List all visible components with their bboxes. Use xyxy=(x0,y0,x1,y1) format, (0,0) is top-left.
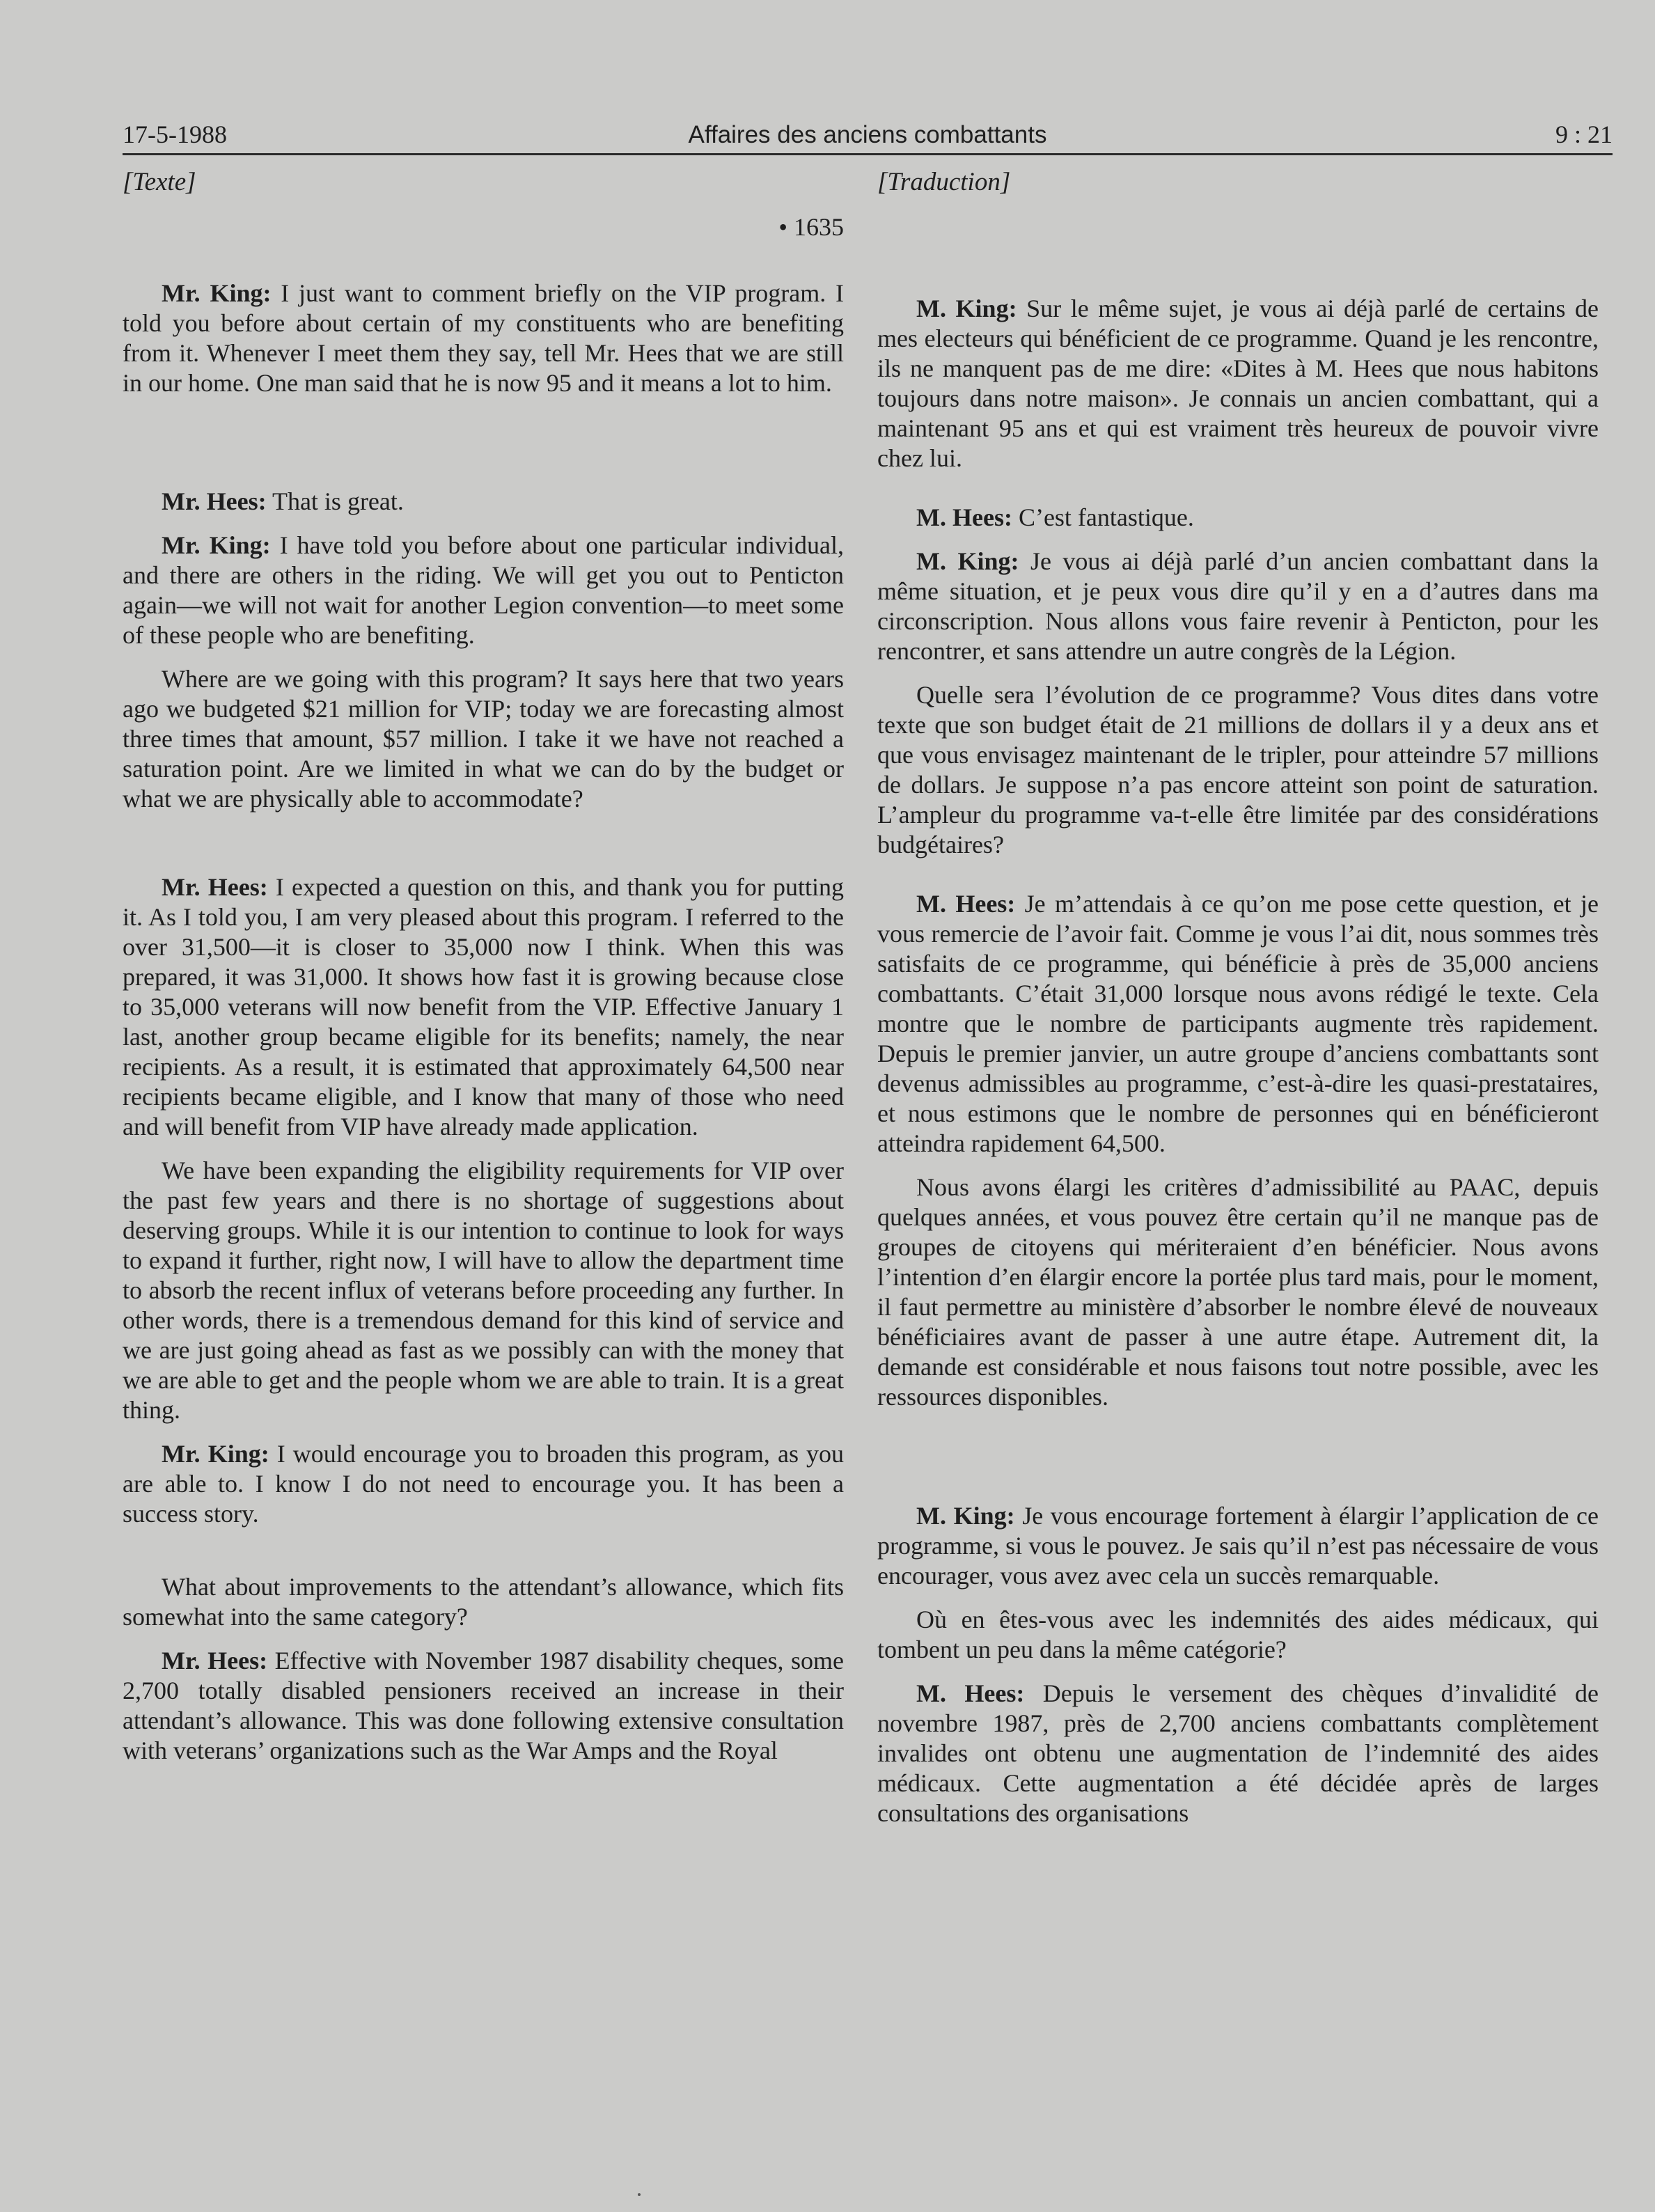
paragraph: Mr. Hees: I expected a question on this, and thank you for putting it. As I told you, I am very pleased about this program. I referred to the over 31,500—it is closer to 35,000 now I think. When this was prepared, it was 31,000. It shows how fast it is growing because close to 35,000 veterans will now benefit from the VIP. Effective January 1 last, another group became eligible for its benefits; namely, the near recipients. As a result, it is estimated that approximately 64,500 near recipients became eligible, and I know that many of those who need and will benefit from VIP have already made application. xyxy=(123,873,844,1140)
paragraph: Quelle sera l’évolution de ce programme? Vous dites dans votre texte que son budget était de 21 millions de dollars il y a deux ans et que vous envisagez maintenant de le tripler, pour atteindre 57 millions de dollars. Je suppose n’a pas encore atteint son point de saturation. L’ampleur du programme va-t-elle être limitée par des considérations budgétaires? xyxy=(877,681,1599,858)
speaker: Mr. King: xyxy=(162,1440,269,1468)
speaker: M. King: xyxy=(916,295,1017,322)
paragraph: M. King: Sur le même sujet, je vous ai déjà parlé de certains de mes electeurs qui bénéficient de ce programme. Quand je les rencontre, ils ne manquent pas de me dire: «Dites à M. Hees que nous habitons toujours dans notre maison». Je connais un ancien combattant, qui a maintenant 95 ans et qui est vraiment très heureux de pouvoir vivre chez lui. xyxy=(877,295,1599,472)
paragraph: Où en êtes-vous avec les indemnités des aides médicaux, qui tombent un peu dans la même catégorie? xyxy=(877,1606,1599,1663)
paragraph: Mr. Hees: Effective with November 1987 disability cheques, some 2,700 totally disabled pensioners received an increase in their attendant’s allowance. This was done following extensive consultation with veterans’ organizations such as the War Amps and the Royal xyxy=(123,1647,844,1764)
paragraph: M. King: Je vous encourage fortement à élargir l’application de ce programme, si vous le pouvez. Je sais qu’il n’est pas nécessaire de vous encourager, vous avez avec cela un succès remarquable. xyxy=(877,1502,1599,1590)
speaker: M. Hees: xyxy=(916,1679,1025,1707)
speaker: Mr. Hees: xyxy=(162,487,267,515)
paragraph: Mr. King: I have told you before about one particular individual, and there are others in the riding. We will get you out to Penticton again—we will not wait for another Legion convention—to meet some of these people who are benefiting. xyxy=(123,531,844,649)
paragraph: Mr. Hees: That is great. xyxy=(162,487,404,515)
timestamp: • 1635 xyxy=(778,213,844,241)
paragraph: Where are we going with this program? It says here that two years ago we budgeted $21 million for VIP; today we are forecasting almost three times that amount, $57 million. I take it we have not reached a saturation point. Are we limited in what we can do by the budget or what we are physically able to accommodate? xyxy=(123,665,844,813)
paragraph: What about improvements to the attendant’s allowance, which fits somewhat into the same category? xyxy=(123,1573,844,1631)
english-column xyxy=(123,167,844,1766)
paragraph: M. King: Je vous ai déjà parlé d’un ancien combattant dans la même situation, et je peux vous dire qu’il y en a d’autres dans ma circonscription. Nous allons vous faire revenir à Penticton, pour les rencontrer, et sans attendre un autre congrès de la Légion. xyxy=(877,547,1599,665)
header-date: 17-5-1988 xyxy=(123,120,227,148)
paragraph: We have been expanding the eligibility requirements for VIP over the past few years and there is no shortage of suggestions about deserving groups. While it is our intention to continue to look for ways to expand it further, right now, I will have to allow the department time to absorb the recent influx of veterans before proceeding any further. In other words, there is a tremendous demand for this kind of service and we are just going ahead as fast as we possibly can with the money that we are able to get and the people whom we are able to train. It is a great thing. xyxy=(123,1156,844,1424)
speaker: Mr. Hees: xyxy=(162,873,268,901)
paragraph: Mr. King: I would encourage you to broaden this program, as you are able to. I know I do not need to encourage you. It has been a success story. xyxy=(123,1440,844,1528)
paragraph: Mr. King: I just want to comment briefly on the VIP program. I told you before about certain of my constituents who are benefiting from it. Whenever I meet them they say, tell Mr. Hees that we are still in our home. One man said that he is now 95 and it means a lot to him. xyxy=(123,279,844,397)
paragraph: M. Hees: C’est fantastique. xyxy=(916,503,1194,531)
speaker: M. King: xyxy=(916,1502,1015,1530)
header-page-number: 9 : 21 xyxy=(1555,120,1613,148)
speaker: Mr. King: xyxy=(162,531,271,559)
speaker: M. King: xyxy=(916,547,1019,575)
header-title: Affaires des anciens combattants xyxy=(688,121,1047,148)
paragraph: M. Hees: Je m’attendais à ce qu’on me pose cette question, et je vous remercie de l’avoir fait. Comme je vous l’ai dit, nous sommes très satisfaits de ce programme, qui bénéficie à près de 35,000 anciens combattants. C’était 31,000 lorsque nous avons rédigé le texte. Cela montre que le nombre de participants augmente très rapidement. Depuis le premier janvier, un autre groupe d’anciens combattants sont devenus admissibles au programme, c’est-à-dire les quasi-prestataires, et nous estimons que le nombre de personnes qui en bénéficieront atteindra rapidement 64,500. xyxy=(877,890,1599,1157)
speaker: Mr. Hees: xyxy=(162,1647,268,1674)
text-label: [Texte] xyxy=(123,168,196,196)
paragraph: Nous avons élargi les critères d’admissibilité au PAAC, depuis quelques années, et vous pouvez être certain qu’il ne manque pas de groupes de citoyens qui mériteraient d’en bénéficier. Nous avons l’intention d’en élargir encore la portée plus tard mais, pour le moment, il faut permettre au ministère d’absorber le nombre élevé de nouveaux bénéficiaires avant de passer à une autre étape. Autrement dit, la demande est considérable et nous faisons tout notre possible, avec les ressources disponibles. xyxy=(877,1173,1599,1411)
speaker: M. Hees: xyxy=(916,503,1012,531)
translation-label: [Traduction] xyxy=(877,168,1011,196)
speaker: M. Hees: xyxy=(916,890,1016,918)
running-header xyxy=(123,111,1613,155)
paragraph: M. Hees: Depuis le versement des chèques d’invalidité de novembre 1987, près de 2,700 anciens combattants complètement invalides ont obtenu une augmentation de l’indemnité des aides médicaux. Cette augmentation a été décidée après de larges consultations des organisations xyxy=(877,1679,1599,1827)
scan-speck xyxy=(638,2193,641,2196)
french-column xyxy=(877,167,1599,1828)
speaker: Mr. King: xyxy=(162,279,272,307)
